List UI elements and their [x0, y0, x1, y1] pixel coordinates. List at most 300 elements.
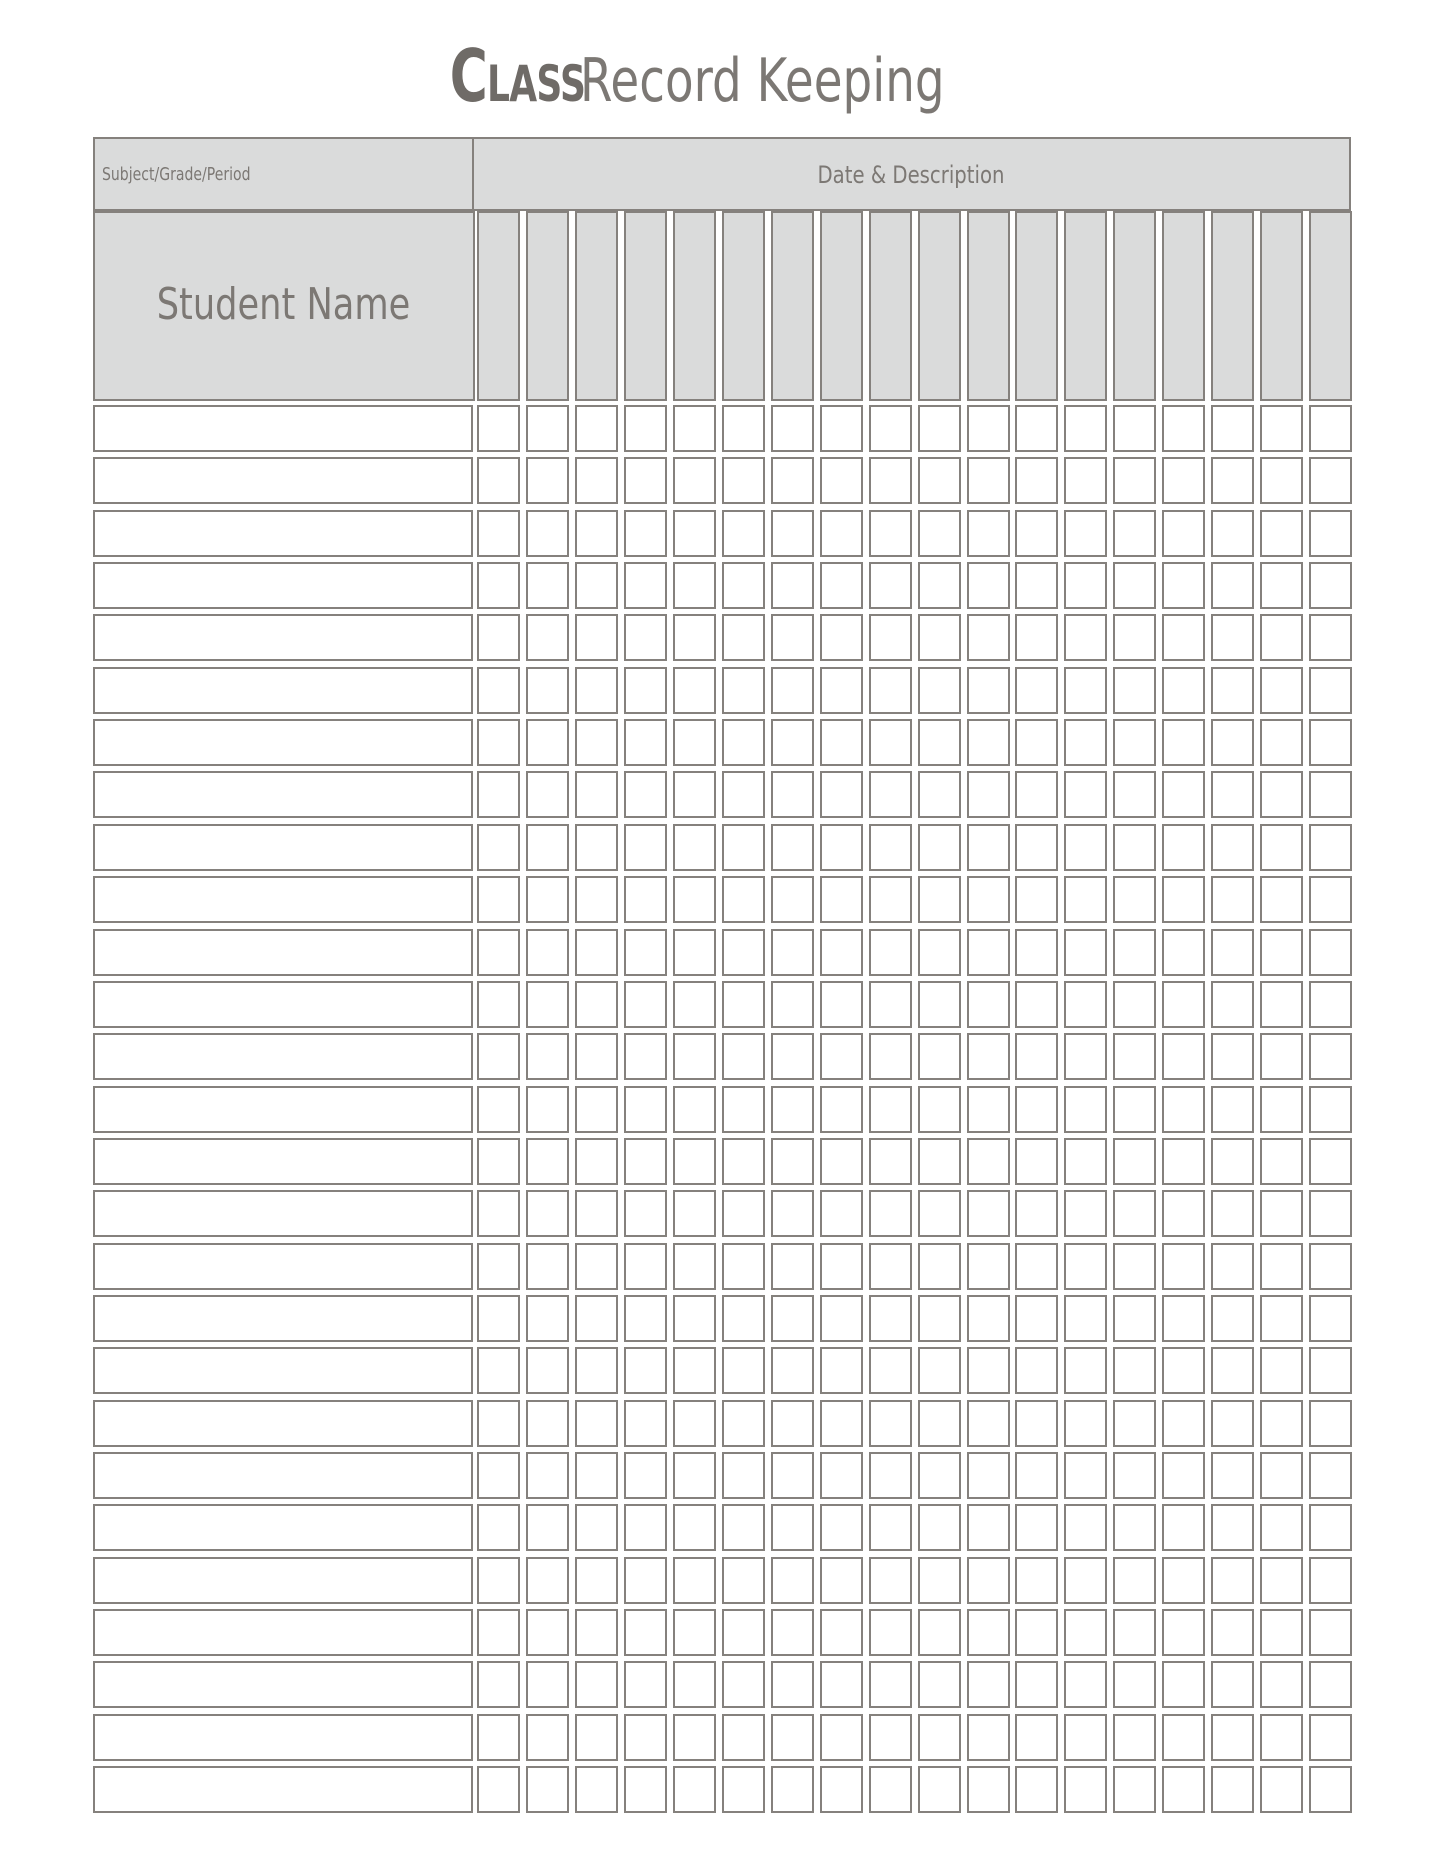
record-cell[interactable]: [575, 1243, 618, 1290]
record-cell[interactable]: [771, 1033, 814, 1080]
record-cell[interactable]: [771, 1714, 814, 1761]
record-cell[interactable]: [820, 510, 863, 557]
record-cell[interactable]: [526, 719, 569, 766]
record-cell[interactable]: [575, 981, 618, 1028]
record-cell[interactable]: [967, 1295, 1010, 1342]
record-cell[interactable]: [575, 719, 618, 766]
student-name-cell[interactable]: [93, 1295, 473, 1342]
record-cell[interactable]: [624, 1347, 667, 1394]
record-cell[interactable]: [526, 1190, 569, 1237]
record-cell[interactable]: [1211, 1086, 1254, 1133]
record-cell[interactable]: [1211, 1766, 1254, 1813]
record-cell[interactable]: [918, 1086, 961, 1133]
record-cell[interactable]: [771, 719, 814, 766]
student-name-cell[interactable]: [93, 771, 473, 818]
record-cell[interactable]: [1162, 1557, 1205, 1604]
record-cell[interactable]: [1260, 1609, 1303, 1656]
record-cell[interactable]: [1113, 510, 1156, 557]
record-cell[interactable]: [1113, 1243, 1156, 1290]
record-cell[interactable]: [722, 1086, 765, 1133]
record-cell[interactable]: [820, 457, 863, 504]
record-cell[interactable]: [967, 1190, 1010, 1237]
record-cell[interactable]: [918, 1295, 961, 1342]
record-cell[interactable]: [918, 771, 961, 818]
record-cell[interactable]: [1015, 981, 1058, 1028]
record-cell[interactable]: [1260, 1033, 1303, 1080]
record-cell[interactable]: [918, 667, 961, 714]
record-cell[interactable]: [869, 1243, 912, 1290]
record-cell[interactable]: [526, 1661, 569, 1708]
record-cell[interactable]: [526, 1452, 569, 1499]
record-cell[interactable]: [624, 981, 667, 1028]
student-name-cell[interactable]: [93, 1661, 473, 1708]
record-cell[interactable]: [1064, 1504, 1107, 1551]
record-cell[interactable]: [918, 1138, 961, 1185]
record-cell[interactable]: [1309, 1452, 1352, 1499]
date-column-header[interactable]: [1064, 211, 1107, 401]
date-column-header[interactable]: [1309, 211, 1352, 401]
record-cell[interactable]: [1015, 929, 1058, 976]
record-cell[interactable]: [771, 1609, 814, 1656]
record-cell[interactable]: [1113, 1295, 1156, 1342]
record-cell[interactable]: [1015, 1557, 1058, 1604]
record-cell[interactable]: [722, 1452, 765, 1499]
record-cell[interactable]: [722, 824, 765, 871]
record-cell[interactable]: [526, 1086, 569, 1133]
record-cell[interactable]: [1260, 1557, 1303, 1604]
record-cell[interactable]: [1211, 1400, 1254, 1447]
record-cell[interactable]: [918, 981, 961, 1028]
record-cell[interactable]: [1162, 510, 1205, 557]
record-cell[interactable]: [820, 1086, 863, 1133]
record-cell[interactable]: [820, 1714, 863, 1761]
record-cell[interactable]: [1309, 1766, 1352, 1813]
record-cell[interactable]: [722, 1400, 765, 1447]
record-cell[interactable]: [673, 614, 716, 661]
record-cell[interactable]: [673, 1609, 716, 1656]
record-cell[interactable]: [477, 457, 520, 504]
record-cell[interactable]: [1064, 562, 1107, 609]
record-cell[interactable]: [1309, 1400, 1352, 1447]
record-cell[interactable]: [967, 771, 1010, 818]
record-cell[interactable]: [526, 824, 569, 871]
record-cell[interactable]: [771, 562, 814, 609]
record-cell[interactable]: [771, 929, 814, 976]
record-cell[interactable]: [1162, 1452, 1205, 1499]
date-column-header[interactable]: [771, 211, 814, 401]
record-cell[interactable]: [477, 1661, 520, 1708]
record-cell[interactable]: [820, 771, 863, 818]
record-cell[interactable]: [1064, 667, 1107, 714]
record-cell[interactable]: [869, 719, 912, 766]
record-cell[interactable]: [1162, 876, 1205, 923]
record-cell[interactable]: [1015, 1086, 1058, 1133]
record-cell[interactable]: [967, 1086, 1010, 1133]
student-name-cell[interactable]: [93, 1609, 473, 1656]
record-cell[interactable]: [1113, 719, 1156, 766]
record-cell[interactable]: [1113, 929, 1156, 976]
student-name-cell[interactable]: [93, 562, 473, 609]
record-cell[interactable]: [1211, 1347, 1254, 1394]
record-cell[interactable]: [477, 1033, 520, 1080]
record-cell[interactable]: [1015, 719, 1058, 766]
record-cell[interactable]: [1260, 405, 1303, 452]
record-cell[interactable]: [624, 1033, 667, 1080]
record-cell[interactable]: [1064, 1243, 1107, 1290]
record-cell[interactable]: [1064, 771, 1107, 818]
record-cell[interactable]: [624, 510, 667, 557]
record-cell[interactable]: [771, 981, 814, 1028]
record-cell[interactable]: [673, 1295, 716, 1342]
record-cell[interactable]: [1064, 719, 1107, 766]
record-cell[interactable]: [1113, 1033, 1156, 1080]
record-cell[interactable]: [1113, 1452, 1156, 1499]
record-cell[interactable]: [820, 614, 863, 661]
record-cell[interactable]: [1064, 457, 1107, 504]
record-cell[interactable]: [1309, 1295, 1352, 1342]
date-column-header[interactable]: [673, 211, 716, 401]
record-cell[interactable]: [967, 1504, 1010, 1551]
record-cell[interactable]: [1064, 1295, 1107, 1342]
record-cell[interactable]: [771, 1347, 814, 1394]
record-cell[interactable]: [575, 1557, 618, 1604]
record-cell[interactable]: [1015, 1504, 1058, 1551]
student-name-cell[interactable]: [93, 876, 473, 923]
record-cell[interactable]: [1211, 1557, 1254, 1604]
record-cell[interactable]: [918, 1400, 961, 1447]
record-cell[interactable]: [526, 1609, 569, 1656]
record-cell[interactable]: [526, 1766, 569, 1813]
record-cell[interactable]: [820, 405, 863, 452]
student-name-cell[interactable]: [93, 1766, 473, 1813]
record-cell[interactable]: [1064, 1138, 1107, 1185]
record-cell[interactable]: [526, 667, 569, 714]
record-cell[interactable]: [1309, 457, 1352, 504]
record-cell[interactable]: [624, 1086, 667, 1133]
record-cell[interactable]: [526, 771, 569, 818]
record-cell[interactable]: [918, 824, 961, 871]
student-name-cell[interactable]: [93, 614, 473, 661]
record-cell[interactable]: [1015, 457, 1058, 504]
record-cell[interactable]: [967, 1138, 1010, 1185]
record-cell[interactable]: [477, 1138, 520, 1185]
record-cell[interactable]: [1162, 405, 1205, 452]
record-cell[interactable]: [1260, 1504, 1303, 1551]
record-cell[interactable]: [1260, 1190, 1303, 1237]
record-cell[interactable]: [967, 667, 1010, 714]
record-cell[interactable]: [967, 1033, 1010, 1080]
record-cell[interactable]: [575, 1400, 618, 1447]
record-cell[interactable]: [918, 405, 961, 452]
record-cell[interactable]: [1064, 1400, 1107, 1447]
record-cell[interactable]: [477, 1609, 520, 1656]
record-cell[interactable]: [673, 1138, 716, 1185]
record-cell[interactable]: [967, 1400, 1010, 1447]
record-cell[interactable]: [1211, 824, 1254, 871]
record-cell[interactable]: [869, 1086, 912, 1133]
record-cell[interactable]: [575, 1609, 618, 1656]
record-cell[interactable]: [1113, 1609, 1156, 1656]
record-cell[interactable]: [722, 1138, 765, 1185]
record-cell[interactable]: [820, 719, 863, 766]
record-cell[interactable]: [722, 562, 765, 609]
date-column-header[interactable]: [1260, 211, 1303, 401]
record-cell[interactable]: [673, 1033, 716, 1080]
record-cell[interactable]: [477, 1557, 520, 1604]
record-cell[interactable]: [869, 876, 912, 923]
record-cell[interactable]: [820, 1033, 863, 1080]
record-cell[interactable]: [477, 1295, 520, 1342]
record-cell[interactable]: [1064, 1714, 1107, 1761]
date-column-header[interactable]: [918, 211, 961, 401]
record-cell[interactable]: [1064, 1661, 1107, 1708]
record-cell[interactable]: [1162, 667, 1205, 714]
record-cell[interactable]: [722, 1766, 765, 1813]
record-cell[interactable]: [575, 1452, 618, 1499]
record-cell[interactable]: [918, 1347, 961, 1394]
date-column-header[interactable]: [820, 211, 863, 401]
record-cell[interactable]: [477, 876, 520, 923]
record-cell[interactable]: [477, 1086, 520, 1133]
date-column-header[interactable]: [1162, 211, 1205, 401]
record-cell[interactable]: [575, 1766, 618, 1813]
record-cell[interactable]: [1260, 457, 1303, 504]
record-cell[interactable]: [1113, 771, 1156, 818]
record-cell[interactable]: [722, 771, 765, 818]
record-cell[interactable]: [1113, 1347, 1156, 1394]
record-cell[interactable]: [477, 929, 520, 976]
record-cell[interactable]: [1211, 405, 1254, 452]
student-name-cell[interactable]: [93, 1347, 473, 1394]
date-column-header[interactable]: [1015, 211, 1058, 401]
record-cell[interactable]: [673, 1086, 716, 1133]
record-cell[interactable]: [1064, 1609, 1107, 1656]
record-cell[interactable]: [673, 562, 716, 609]
student-name-cell[interactable]: [93, 510, 473, 557]
record-cell[interactable]: [1015, 1190, 1058, 1237]
record-cell[interactable]: [1211, 719, 1254, 766]
record-cell[interactable]: [1309, 1609, 1352, 1656]
record-cell[interactable]: [869, 1766, 912, 1813]
record-cell[interactable]: [1309, 824, 1352, 871]
record-cell[interactable]: [1309, 1086, 1352, 1133]
record-cell[interactable]: [1015, 771, 1058, 818]
record-cell[interactable]: [1015, 1243, 1058, 1290]
record-cell[interactable]: [1260, 1661, 1303, 1708]
record-cell[interactable]: [869, 771, 912, 818]
record-cell[interactable]: [967, 824, 1010, 871]
record-cell[interactable]: [918, 1504, 961, 1551]
record-cell[interactable]: [477, 1347, 520, 1394]
record-cell[interactable]: [967, 981, 1010, 1028]
record-cell[interactable]: [967, 719, 1010, 766]
record-cell[interactable]: [673, 667, 716, 714]
record-cell[interactable]: [869, 614, 912, 661]
record-cell[interactable]: [722, 1714, 765, 1761]
record-cell[interactable]: [722, 1190, 765, 1237]
record-cell[interactable]: [477, 405, 520, 452]
record-cell[interactable]: [1015, 562, 1058, 609]
record-cell[interactable]: [771, 1400, 814, 1447]
record-cell[interactable]: [967, 1347, 1010, 1394]
record-cell[interactable]: [575, 929, 618, 976]
record-cell[interactable]: [477, 771, 520, 818]
record-cell[interactable]: [1260, 876, 1303, 923]
record-cell[interactable]: [1211, 562, 1254, 609]
record-cell[interactable]: [1015, 1138, 1058, 1185]
record-cell[interactable]: [820, 562, 863, 609]
record-cell[interactable]: [526, 457, 569, 504]
record-cell[interactable]: [1211, 1452, 1254, 1499]
record-cell[interactable]: [1309, 1033, 1352, 1080]
record-cell[interactable]: [722, 667, 765, 714]
record-cell[interactable]: [1015, 405, 1058, 452]
record-cell[interactable]: [1064, 1557, 1107, 1604]
record-cell[interactable]: [918, 1033, 961, 1080]
record-cell[interactable]: [1211, 876, 1254, 923]
record-cell[interactable]: [575, 667, 618, 714]
record-cell[interactable]: [1113, 1504, 1156, 1551]
record-cell[interactable]: [771, 510, 814, 557]
record-cell[interactable]: [820, 1295, 863, 1342]
student-name-cell[interactable]: [93, 1557, 473, 1604]
record-cell[interactable]: [1113, 1400, 1156, 1447]
record-cell[interactable]: [624, 1452, 667, 1499]
record-cell[interactable]: [1260, 719, 1303, 766]
record-cell[interactable]: [869, 1661, 912, 1708]
record-cell[interactable]: [1015, 876, 1058, 923]
record-cell[interactable]: [526, 405, 569, 452]
record-cell[interactable]: [869, 667, 912, 714]
record-cell[interactable]: [1015, 824, 1058, 871]
record-cell[interactable]: [771, 824, 814, 871]
student-name-cell[interactable]: [93, 1452, 473, 1499]
record-cell[interactable]: [624, 1661, 667, 1708]
record-cell[interactable]: [918, 1661, 961, 1708]
record-cell[interactable]: [1260, 771, 1303, 818]
record-cell[interactable]: [820, 1190, 863, 1237]
record-cell[interactable]: [575, 1190, 618, 1237]
subject-grade-period-field[interactable]: [93, 137, 475, 211]
record-cell[interactable]: [967, 614, 1010, 661]
record-cell[interactable]: [1211, 1295, 1254, 1342]
record-cell[interactable]: [624, 1295, 667, 1342]
record-cell[interactable]: [771, 457, 814, 504]
record-cell[interactable]: [1162, 1347, 1205, 1394]
record-cell[interactable]: [673, 1714, 716, 1761]
record-cell[interactable]: [1260, 1347, 1303, 1394]
record-cell[interactable]: [1260, 562, 1303, 609]
record-cell[interactable]: [526, 510, 569, 557]
record-cell[interactable]: [1309, 1661, 1352, 1708]
record-cell[interactable]: [477, 1190, 520, 1237]
student-name-cell[interactable]: [93, 667, 473, 714]
record-cell[interactable]: [771, 1086, 814, 1133]
record-cell[interactable]: [575, 1714, 618, 1761]
record-cell[interactable]: [477, 981, 520, 1028]
record-cell[interactable]: [575, 457, 618, 504]
student-name-cell[interactable]: [93, 1714, 473, 1761]
record-cell[interactable]: [1260, 667, 1303, 714]
record-cell[interactable]: [820, 1609, 863, 1656]
record-cell[interactable]: [967, 876, 1010, 923]
record-cell[interactable]: [673, 719, 716, 766]
record-cell[interactable]: [1211, 1243, 1254, 1290]
record-cell[interactable]: [624, 1504, 667, 1551]
record-cell[interactable]: [1113, 562, 1156, 609]
record-cell[interactable]: [1064, 929, 1107, 976]
record-cell[interactable]: [624, 771, 667, 818]
date-column-header[interactable]: [477, 211, 520, 401]
record-cell[interactable]: [771, 405, 814, 452]
record-cell[interactable]: [1260, 1138, 1303, 1185]
record-cell[interactable]: [722, 1661, 765, 1708]
record-cell[interactable]: [918, 1714, 961, 1761]
record-cell[interactable]: [869, 981, 912, 1028]
record-cell[interactable]: [1162, 1138, 1205, 1185]
record-cell[interactable]: [967, 1452, 1010, 1499]
record-cell[interactable]: [869, 1504, 912, 1551]
record-cell[interactable]: [1260, 981, 1303, 1028]
date-column-header[interactable]: [869, 211, 912, 401]
record-cell[interactable]: [1113, 1766, 1156, 1813]
record-cell[interactable]: [575, 510, 618, 557]
record-cell[interactable]: [673, 457, 716, 504]
record-cell[interactable]: [918, 1557, 961, 1604]
record-cell[interactable]: [722, 457, 765, 504]
record-cell[interactable]: [1113, 667, 1156, 714]
record-cell[interactable]: [1015, 1661, 1058, 1708]
record-cell[interactable]: [1113, 876, 1156, 923]
student-name-cell[interactable]: [93, 981, 473, 1028]
record-cell[interactable]: [771, 876, 814, 923]
record-cell[interactable]: [869, 1452, 912, 1499]
record-cell[interactable]: [1113, 824, 1156, 871]
record-cell[interactable]: [1211, 1504, 1254, 1551]
record-cell[interactable]: [1162, 824, 1205, 871]
record-cell[interactable]: [1260, 1400, 1303, 1447]
record-cell[interactable]: [967, 929, 1010, 976]
record-cell[interactable]: [477, 1714, 520, 1761]
record-cell[interactable]: [722, 614, 765, 661]
record-cell[interactable]: [1015, 1347, 1058, 1394]
record-cell[interactable]: [1064, 1086, 1107, 1133]
record-cell[interactable]: [1162, 771, 1205, 818]
record-cell[interactable]: [1309, 405, 1352, 452]
record-cell[interactable]: [1162, 1766, 1205, 1813]
record-cell[interactable]: [477, 614, 520, 661]
record-cell[interactable]: [673, 1243, 716, 1290]
record-cell[interactable]: [1211, 667, 1254, 714]
record-cell[interactable]: [918, 1766, 961, 1813]
record-cell[interactable]: [967, 1661, 1010, 1708]
record-cell[interactable]: [1162, 1295, 1205, 1342]
student-name-cell[interactable]: [93, 1033, 473, 1080]
record-cell[interactable]: [526, 981, 569, 1028]
record-cell[interactable]: [624, 405, 667, 452]
record-cell[interactable]: [477, 1504, 520, 1551]
record-cell[interactable]: [526, 1033, 569, 1080]
record-cell[interactable]: [526, 1347, 569, 1394]
record-cell[interactable]: [1064, 405, 1107, 452]
record-cell[interactable]: [1162, 1190, 1205, 1237]
record-cell[interactable]: [918, 1243, 961, 1290]
record-cell[interactable]: [624, 562, 667, 609]
record-cell[interactable]: [1309, 1243, 1352, 1290]
record-cell[interactable]: [722, 981, 765, 1028]
record-cell[interactable]: [1309, 981, 1352, 1028]
record-cell[interactable]: [1309, 719, 1352, 766]
